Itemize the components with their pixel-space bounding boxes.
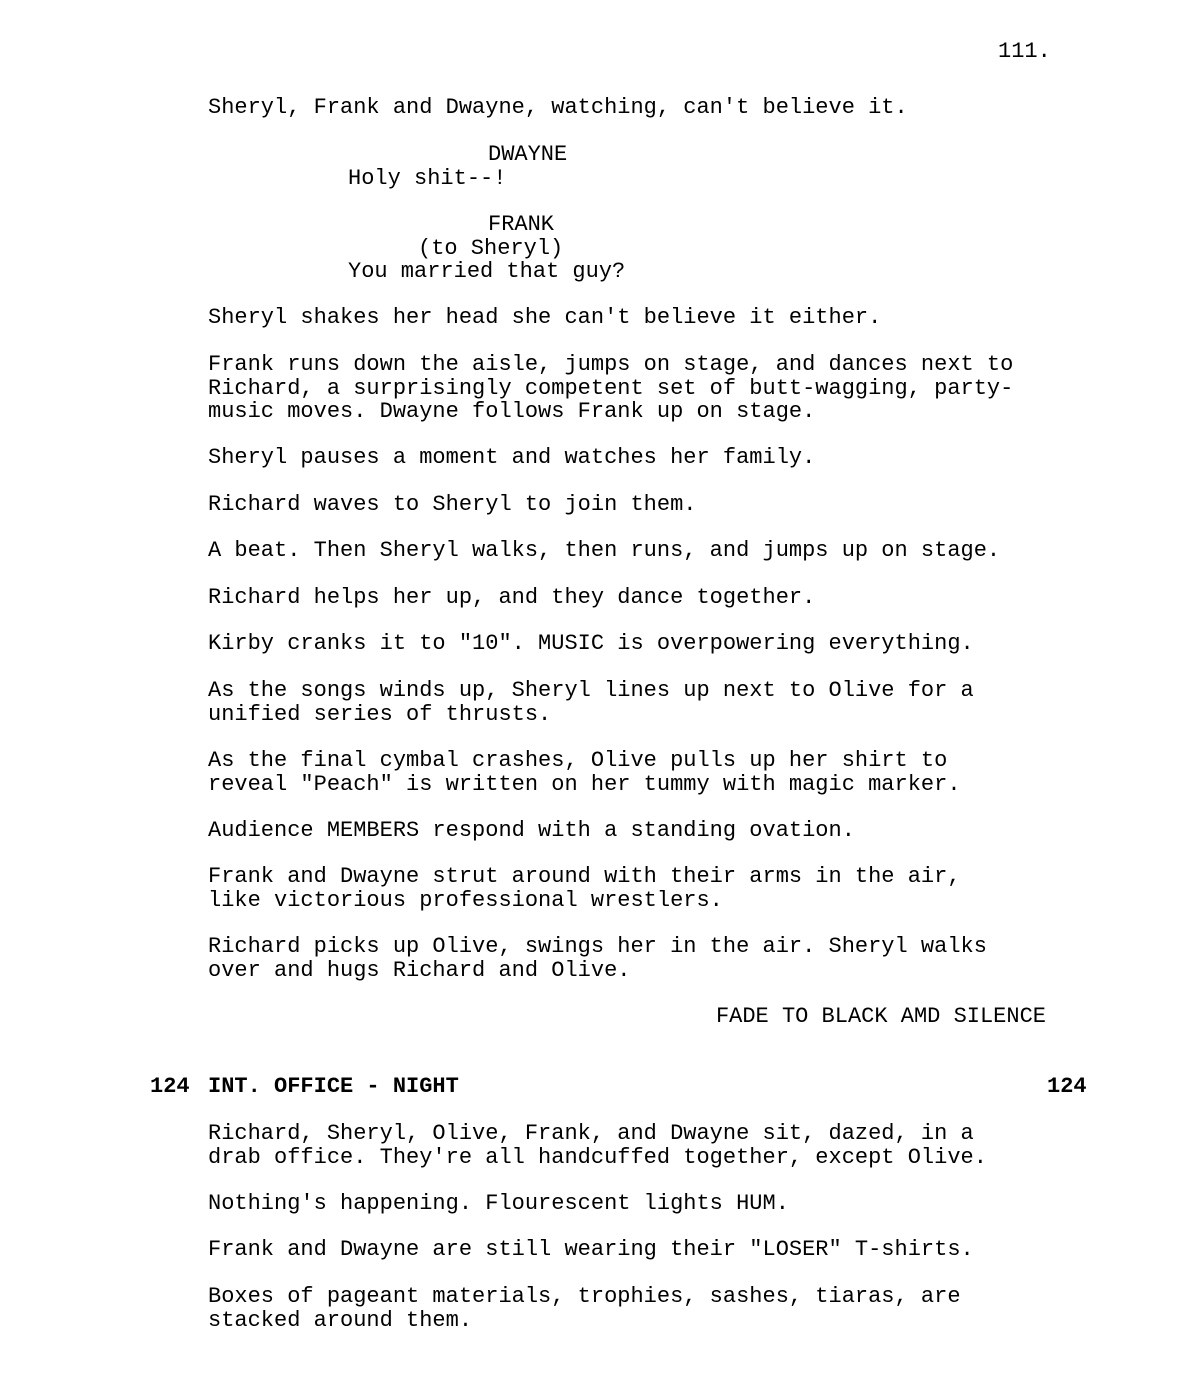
action-line: Boxes of pageant materials, trophies, sashes, tiaras, are stacked around them. <box>208 1284 961 1333</box>
action-line: Nothing's happening. Flourescent lights HUM. <box>208 1191 789 1216</box>
action-line: Frank and Dwayne strut around with their arms in the air, like victorious professional wrestlers. <box>208 864 961 913</box>
action-line: As the final cymbal crashes, Olive pulls up her shirt to reveal "Peach" is written on her tummy with magic marker. <box>208 748 961 797</box>
action-line: Richard, Sheryl, Olive, Frank, and Dwayne sit, dazed, in a drab office. They're all handcuffed together, except Olive. <box>208 1121 987 1170</box>
action-line: Sheryl, Frank and Dwayne, watching, can't believe it. <box>208 95 908 120</box>
character-name: DWAYNE <box>488 142 568 167</box>
action-line: Frank and Dwayne are still wearing their "LOSER" T-shirts. <box>208 1237 974 1262</box>
dialogue: Holy shit--! <box>348 166 507 191</box>
action-line: Audience MEMBERS respond with a standing ovation. <box>208 818 855 843</box>
action-line: Richard helps her up, and they dance together. <box>208 585 816 610</box>
action-line: Kirby cranks it to "10". MUSIC is overpowering everything. <box>208 631 974 656</box>
transition: FADE TO BLACK AMD SILENCE <box>715 1004 1046 1029</box>
action-line: Sheryl pauses a moment and watches her family. <box>208 445 816 470</box>
character-name: FRANK <box>488 212 555 237</box>
scene-number-left: 124 <box>150 1074 190 1099</box>
scene-number-right: 124 <box>1047 1074 1087 1099</box>
scene-heading: INT. OFFICE - NIGHT <box>208 1074 459 1099</box>
action-line: Sheryl shakes her head she can't believe it either. <box>208 305 882 330</box>
action-line: Richard picks up Olive, swings her in the air. Sheryl walks over and hugs Richard and Olive. <box>208 934 987 983</box>
action-line: A beat. Then Sheryl walks, then runs, and jumps up on stage. <box>208 538 1001 563</box>
action-line: Frank runs down the aisle, jumps on stage, and dances next to Richard, a surprisingly competent set of butt-wagging, party- music moves. Dwayne follows Frank up on stage. <box>208 352 1014 424</box>
action-line: As the songs winds up, Sheryl lines up next to Olive for a unified series of thrusts. <box>208 678 974 727</box>
page-number: 111. <box>998 39 1051 64</box>
action-line: Richard waves to Sheryl to join them. <box>208 492 697 517</box>
dialogue: You married that guy? <box>348 259 626 284</box>
parenthetical: (to Sheryl) <box>418 236 564 261</box>
